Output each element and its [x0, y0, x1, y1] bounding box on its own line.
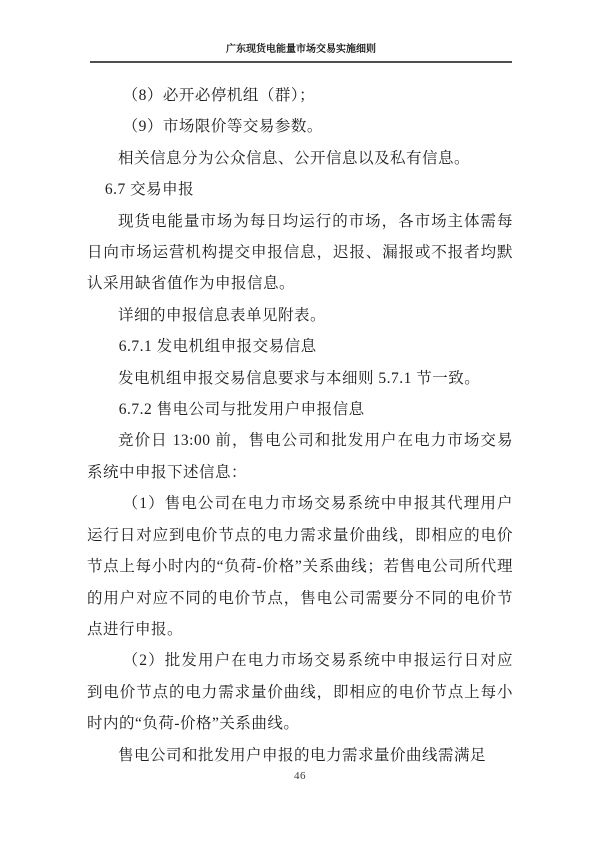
- list-item-9: （9）市场限价等交易参数。: [122, 118, 323, 136]
- page-footer: [87, 766, 513, 784]
- paragraph-curve-requirement: 售电公司和批发用户申报的电力需求量价曲线需满足: [118, 746, 487, 764]
- paragraph-daily-market: 现货电能量市场为每日均运行的市场，各市场主体需每日向市场运营机构提交申报信息，迟报、漏报或不报者均默认采用缺省值作为申报信息。: [87, 212, 513, 293]
- paragraph-generator: 发电机组申报交易信息要求与本细则 5.7.1 节一致。: [118, 369, 481, 387]
- paragraph-info-types: 相关信息分为公众信息、公开信息以及私有信息。: [118, 149, 471, 167]
- paragraph-bid-deadline: 竞价日 13:00 前，售电公司和批发用户在电力市场交易系统中申报下述信息：: [87, 432, 513, 481]
- page-header: [90, 0, 512, 63]
- list-item-8: （8）必开必停机组（群）；: [122, 87, 316, 104]
- document-header-title: 广东现货电能量市场交易实施细则: [226, 44, 376, 55]
- list-item-2: （2）批发用户在电力市场交易系统中申报运行日对应到电价节点的电力需求量价曲线，即相应的电价节点上每小时内的“负荷-价格”关系曲线。: [87, 652, 513, 733]
- section-heading-6-7-2: 6.7.2 售电公司与批发用户申报信息: [118, 401, 365, 419]
- section-heading-6-7-1: 6.7.1 发电机组申报交易信息: [118, 338, 317, 356]
- document-body: [87, 80, 513, 771]
- paragraph-form-note: 详细的申报信息表单见附表。: [118, 306, 327, 324]
- list-item-1: （1）售电公司在电力市场交易系统中申报其代理用户运行日对应到电价节点的电力需求量价曲线，即相应的电价节点上每小时内的“负荷-价格”关系曲线；若售电公司所代理的用户对应不同的电价节点，售电公司需要分不同的电价节点进行申报。: [87, 495, 513, 638]
- section-heading-6-7: 6.7 交易申报: [104, 181, 195, 199]
- page-number: 46: [294, 770, 306, 782]
